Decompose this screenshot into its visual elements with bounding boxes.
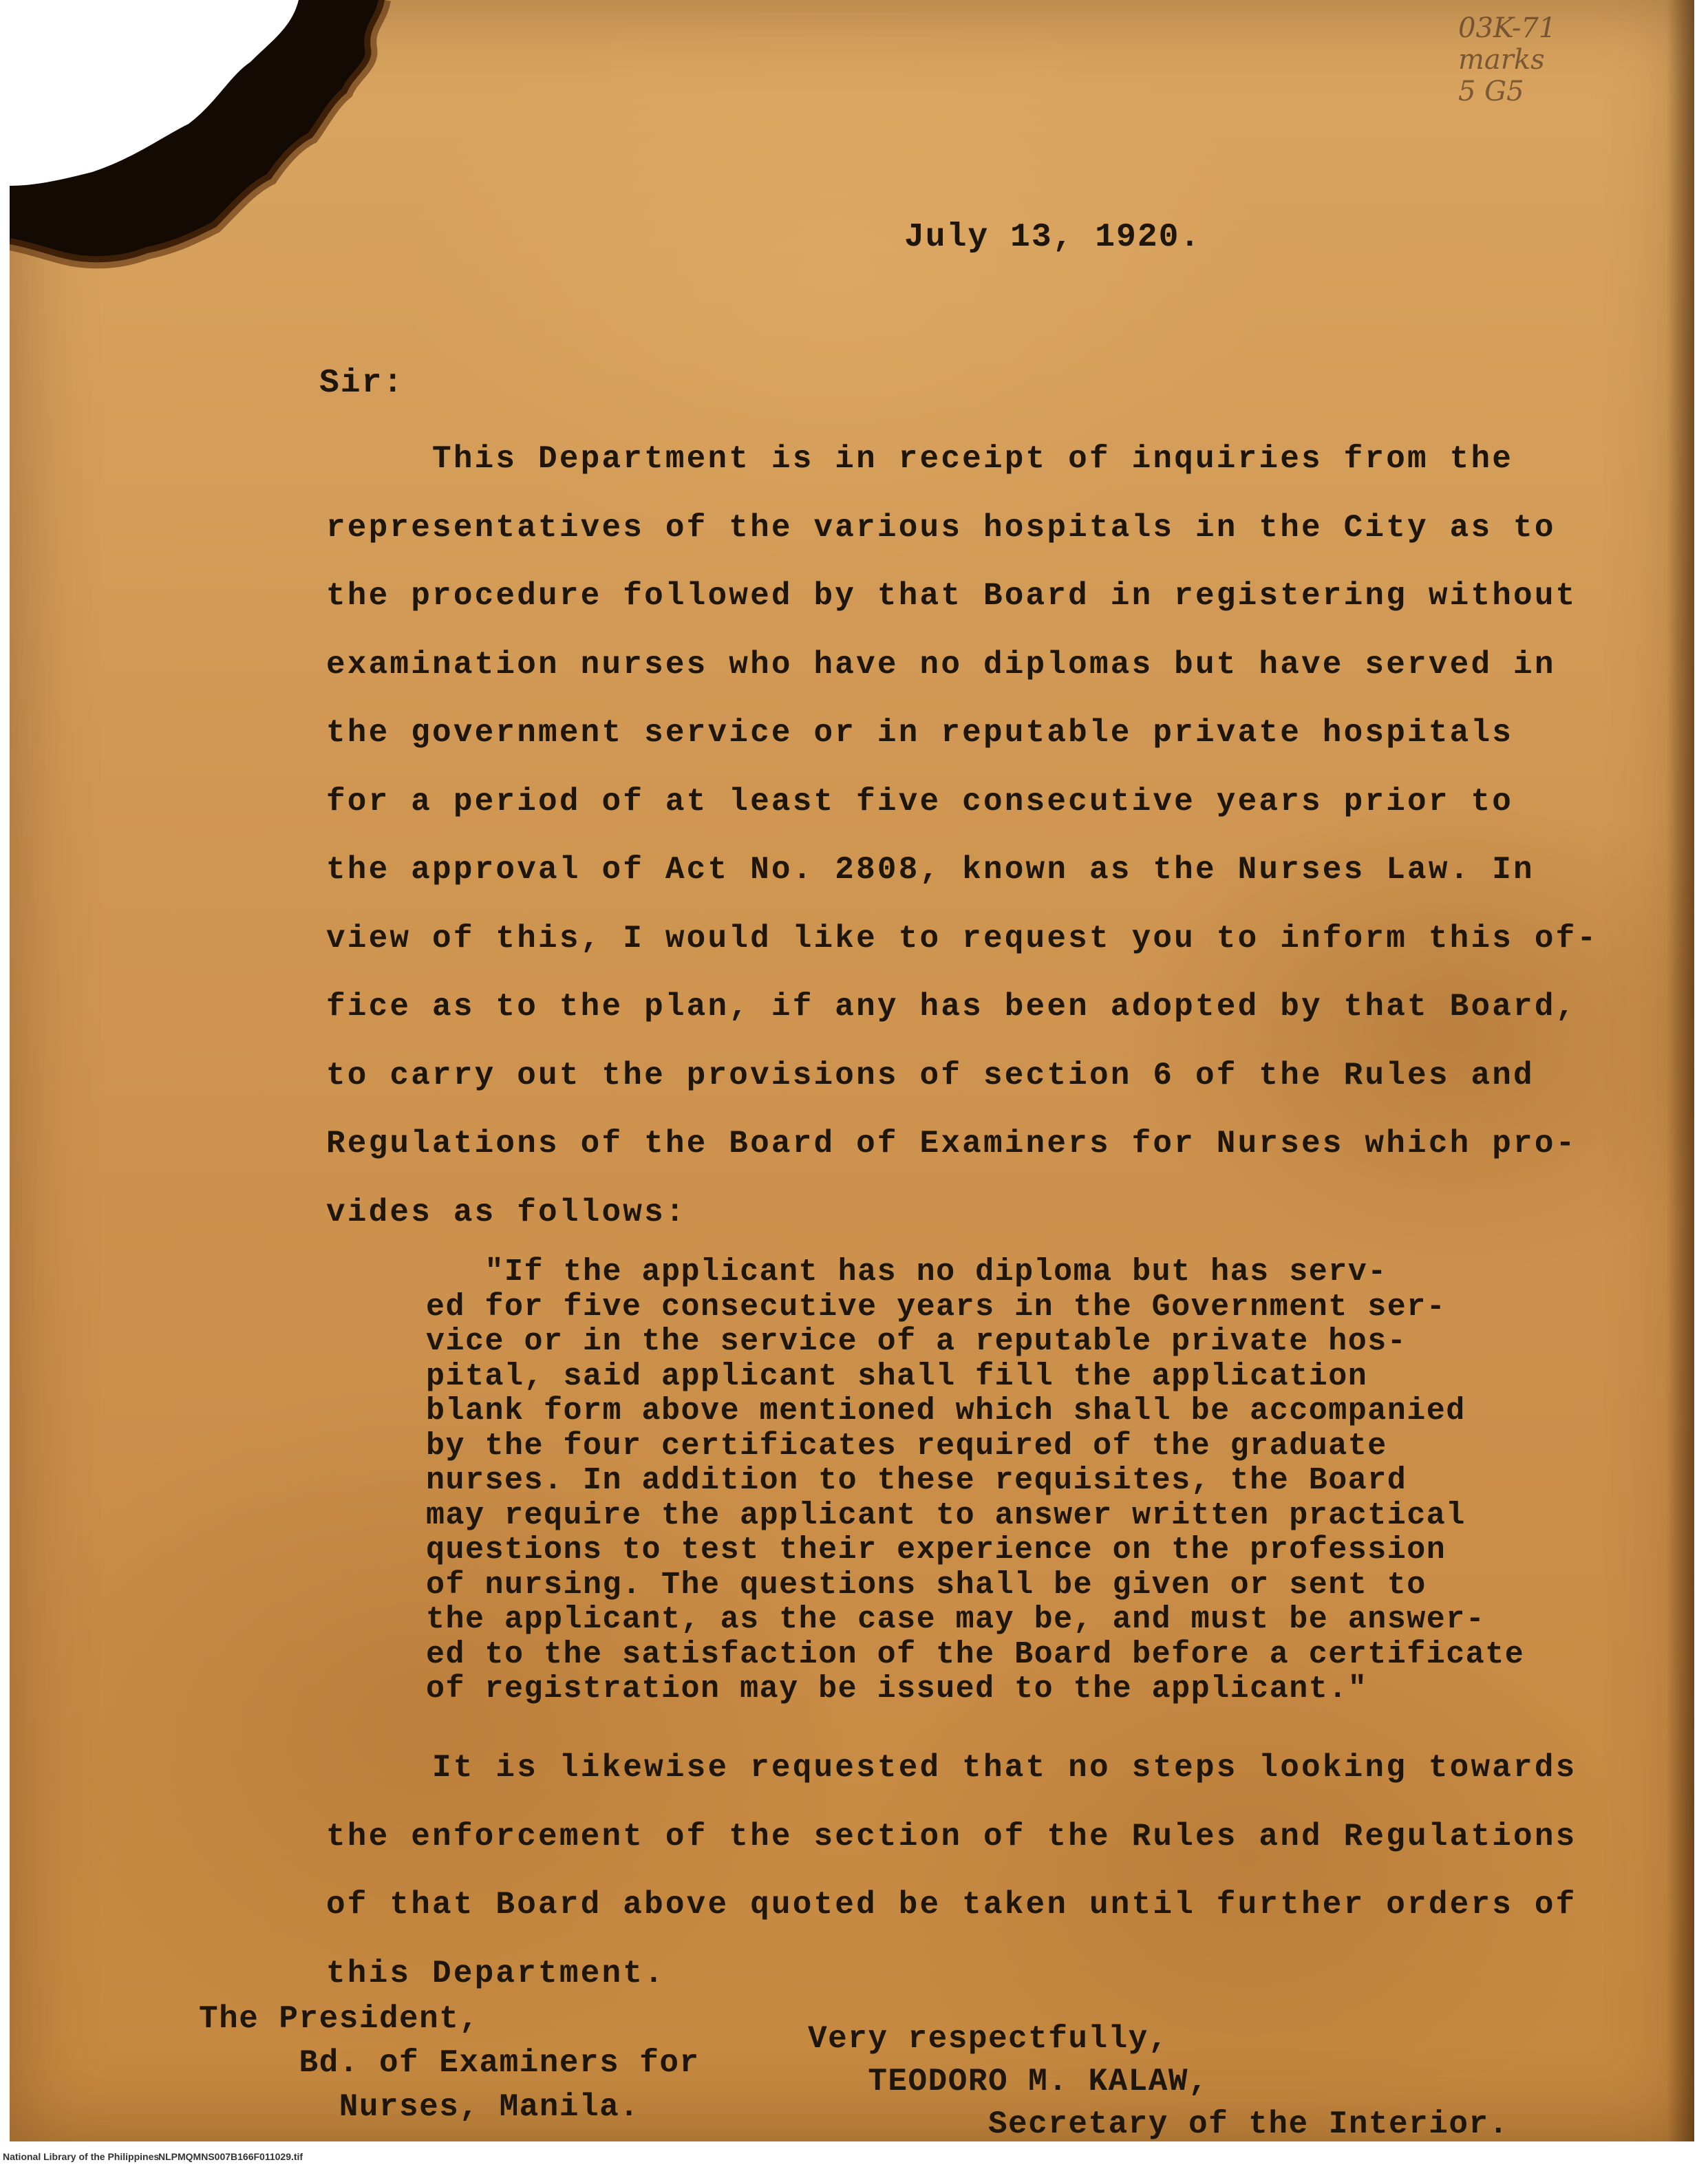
footer-filename: NLPMQMNS007B166F011029.tif xyxy=(158,2151,303,2162)
paper-edge-shadow xyxy=(1667,0,1694,2141)
signature-block: Very respectfully, TEODORO M. KALAW, Secretary of the Interior. xyxy=(808,2021,1509,2141)
scan-footer xyxy=(0,2147,1708,2166)
letter-date: July 13, 1920. xyxy=(904,219,1202,256)
salutation: Sir: xyxy=(319,365,405,402)
quoted-regulation: "If the applicant has no diploma but has serv- ed for five consecutive years in the Government ser- vice or in the service of a reputable private hos- pital, said applicant shall fill the application blank form above mentioned which shall be accompanied by the four certificates required of the graduate nurses. In addition to these requisites, the Board may require the applicant to answer written practical questions to test their experience on the profession of nursing. The questions shall be given or sent to the applicant, as the case may be, and must be answer- ed to the satisfaction of the Board before a certificate of registration may be issued to the applicant." xyxy=(426,1254,1525,1707)
handwritten-note: 03K-71 marks 5 G5 xyxy=(1458,12,1557,107)
body-paragraph: This Department is in receipt of inquiries from the representatives of the various hospitals in the City as to the procedure followed by that Board in registering without examination nurses who have no diplomas but have served in the government service or in reputable private hospitals for a period of at least five consecutive years prior to the approval of Act No. 2808, known as the Nurses Law. In view of this, I would like to request you to inform this of- fice as to the plan, if any has been adopted by that Board, to carry out the provisions of section 6 of the Rules and Regulations of the Board of Examiners for Nurses which pro- vides as follows: xyxy=(326,441,1599,1230)
addressee-block: The President, Bd. of Examiners for Nurses, Manila. xyxy=(199,2001,700,2125)
letter-sheet xyxy=(10,0,1694,2141)
burn-damage xyxy=(10,0,395,289)
footer-library: National Library of the Philippines xyxy=(3,2151,160,2162)
closing-paragraph: It is likewise requested that no steps looking towards the enforcement of the section of the Rules and Regulations of that Board above quoted be taken until further orders of this Department. xyxy=(326,1750,1577,1991)
